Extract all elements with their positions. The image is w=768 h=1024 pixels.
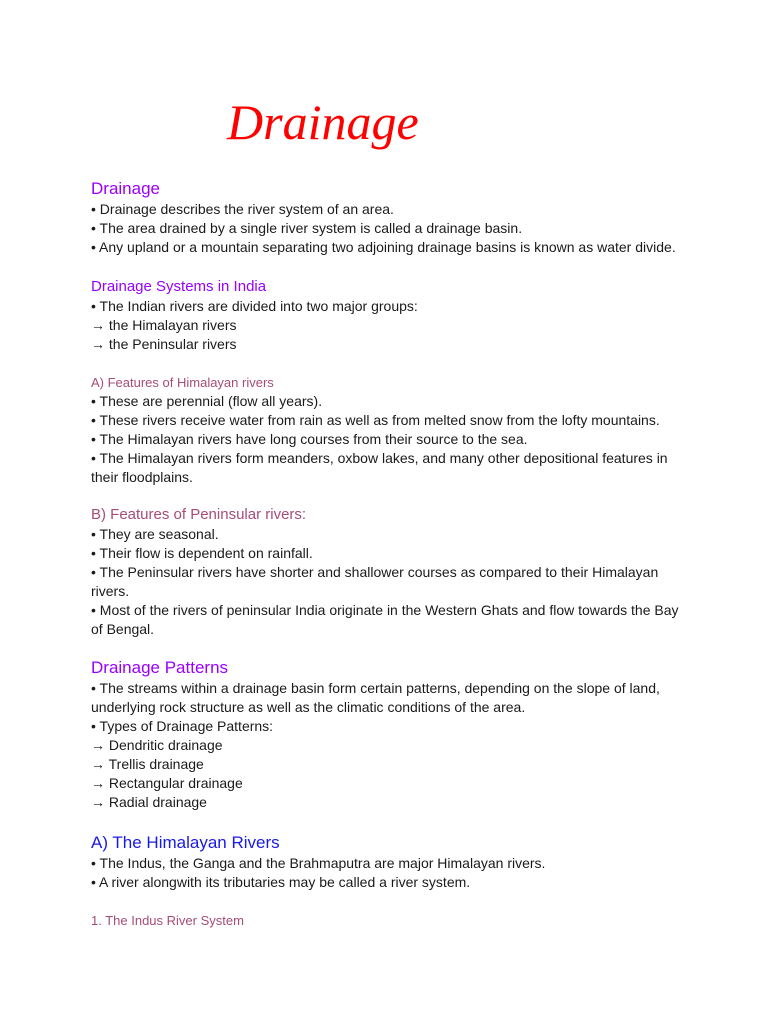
section-heading: Drainage Systems in India (91, 278, 267, 295)
text-line: → the Himalayan rivers (91, 317, 237, 333)
text-line: • These are perennial (flow all years). (91, 393, 323, 409)
text-line: underlying rock structure as well as the climatic conditions of the area. (91, 699, 526, 715)
text-line: • The Indus, the Ganga and the Brahmaputra are major Himalayan rivers. (91, 855, 546, 871)
text-line: • Drainage describes the river system of an area. (91, 201, 394, 217)
page-title: Drainage (227, 94, 419, 150)
text-line: • Their flow is dependent on rainfall. (91, 545, 313, 561)
text-line: • Any upland or a mountain separating two adjoining drainage basins is known as water divide. (91, 239, 676, 255)
subsection-heading: 1. The Indus River System (91, 913, 244, 928)
section-indus-river-system (91, 912, 691, 930)
text-line: their floodplains. (91, 469, 193, 485)
text-line: • The area drained by a single river system is called a drainage basin. (91, 220, 523, 236)
section-heading: Drainage Patterns (91, 658, 229, 677)
subsection-heading: B) Features of Peninsular rivers: (91, 506, 307, 523)
text-line: → Rectangular drainage (91, 775, 243, 791)
text-line: • Most of the rivers of peninsular India originate in the Western Ghats and flow towards the Bay (91, 602, 679, 618)
text-line: → Dendritic drainage (91, 737, 223, 753)
text-line: → the Peninsular rivers (91, 336, 237, 352)
subsection-heading: A) Features of Himalayan rivers (91, 375, 274, 390)
text-line: → Radial drainage (91, 794, 207, 810)
text-line: of Bengal. (91, 621, 155, 637)
text-line: • They are seasonal. (91, 526, 219, 542)
section-drainage-patterns (91, 657, 691, 812)
text-line: • The streams within a drainage basin form certain patterns, depending on the slope of land, (91, 680, 660, 696)
text-line: • The Peninsular rivers have shorter and shallower courses as compared to their Himalayan (91, 564, 659, 580)
text-line: • The Himalayan rivers have long courses from their source to the sea. (91, 431, 528, 447)
section-heading: A) The Himalayan Rivers (91, 833, 280, 852)
text-line: • These rivers receive water from rain as well as from melted snow from the lofty mountains. (91, 412, 660, 428)
section-himalayan-features (91, 374, 691, 487)
text-line: • Types of Drainage Patterns: (91, 718, 274, 734)
section-peninsular-features (91, 505, 691, 639)
text-line: • The Indian rivers are divided into two major groups: (91, 298, 418, 314)
text-line: • A river alongwith its tributaries may be called a river system. (91, 874, 471, 890)
section-himalayan-rivers (91, 832, 691, 892)
text-line: rivers. (91, 583, 130, 599)
section-drainage (91, 178, 691, 257)
document-body (91, 178, 691, 930)
section-heading: Drainage (91, 179, 160, 198)
text-line: → Trellis drainage (91, 756, 204, 772)
text-line: • The Himalayan rivers form meanders, oxbow lakes, and many other depositional features in (91, 450, 668, 466)
section-drainage-systems (91, 277, 691, 354)
